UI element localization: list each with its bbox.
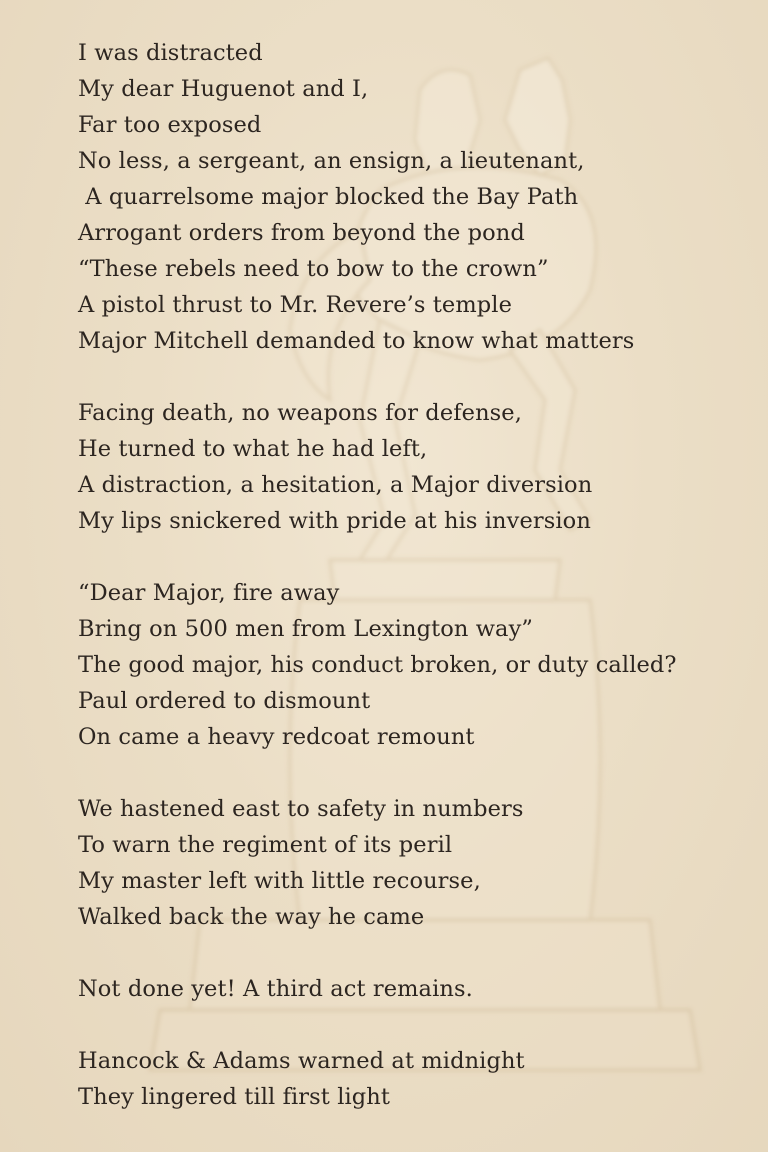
poem-line: “These rebels need to bow to the crown” <box>78 256 549 282</box>
poem-body <box>78 35 738 1115</box>
poem-line: “Dear Major, fire away <box>78 580 340 606</box>
poem-line: A quarrelsome major blocked the Bay Path <box>78 184 579 210</box>
poem-line: Hancock & Adams warned at midnight <box>78 1048 525 1074</box>
poem-line: Paul ordered to dismount <box>78 688 371 714</box>
poem-line: On came a heavy redcoat remount <box>78 724 475 750</box>
poem-line: Not done yet! A third act remains. <box>78 976 473 1002</box>
stanza-6 <box>78 1043 738 1115</box>
poem-line: No less, a sergeant, an ensign, a lieutenant, <box>78 148 585 174</box>
poem-line: Arrogant orders from beyond the pond <box>78 220 525 246</box>
poem-line: The good major, his conduct broken, or duty called? <box>78 652 677 678</box>
poem-line: My master left with little recourse, <box>78 868 481 894</box>
stanza-3 <box>78 575 738 755</box>
poem-line: To warn the regiment of its peril <box>78 832 453 858</box>
poem-line: Bring on 500 men from Lexington way” <box>78 616 533 642</box>
stanza-5 <box>78 971 738 1007</box>
poem-line: They lingered till first light <box>78 1084 391 1110</box>
poem-line: Walked back the way he came <box>78 904 425 930</box>
stanza-4 <box>78 791 738 935</box>
stanza-2 <box>78 395 738 539</box>
poem-line: Major Mitchell demanded to know what matters <box>78 328 635 354</box>
poem-line: I was distracted <box>78 40 263 66</box>
poem-line: He turned to what he had left, <box>78 436 428 462</box>
poem-line: A distraction, a hesitation, a Major diversion <box>78 472 593 498</box>
poem-line: Far too exposed <box>78 112 262 138</box>
poem-line: Facing death, no weapons for defense, <box>78 400 522 426</box>
poem-line: A pistol thrust to Mr. Revere’s temple <box>78 292 512 318</box>
stanza-1 <box>78 35 738 359</box>
poem-line: My lips snickered with pride at his inversion <box>78 508 591 534</box>
poem-line: We hastened east to safety in numbers <box>78 796 524 822</box>
poem-line: My dear Huguenot and I, <box>78 76 369 102</box>
